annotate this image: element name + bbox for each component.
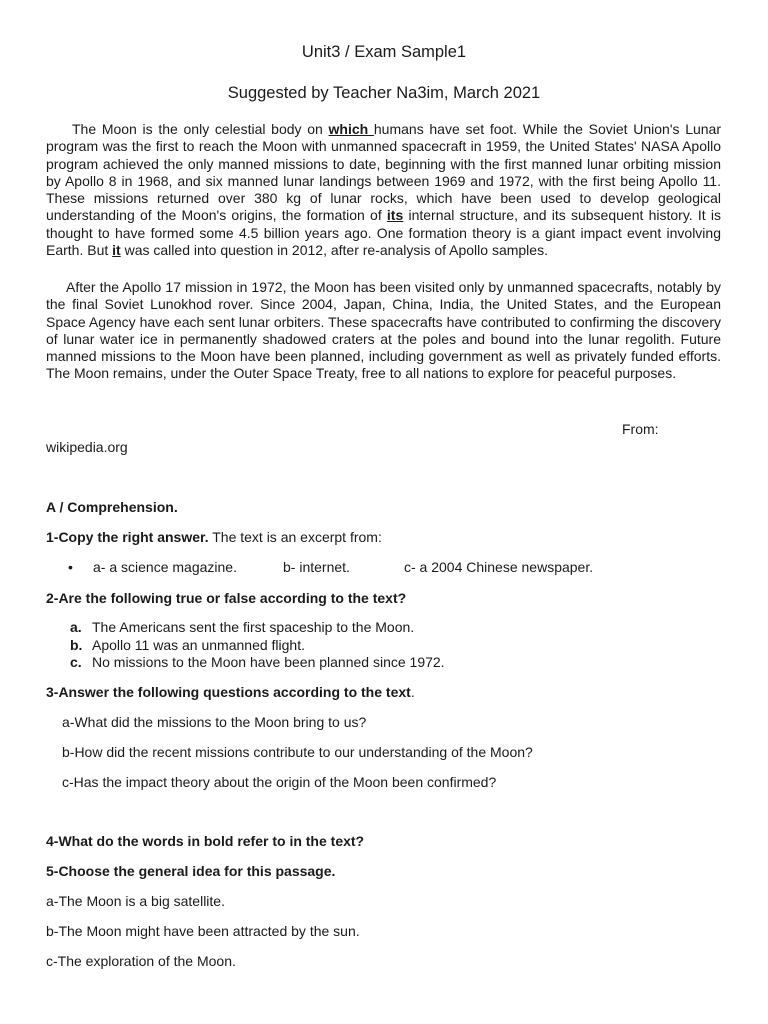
bold-word-it: it: [112, 242, 121, 259]
page-title: Unit3 / Exam Sample1: [301, 43, 467, 61]
tf-item: [70, 619, 414, 636]
source-name: wikipedia.org: [46, 439, 128, 455]
tf-item: [70, 654, 445, 671]
open-question-a: a-What did the missions to the Moon bring to us?: [62, 714, 367, 730]
idea-option-c: c-The exploration of the Moon.: [46, 953, 236, 969]
idea-option-b: b-The Moon might have been attracted by the sun.: [46, 923, 360, 939]
tf-text: Apollo 11 was an unmanned flight.: [92, 637, 305, 653]
text-span: was called into question in 2012, after re-analysis of Apollo samples.: [120, 242, 548, 259]
text-span: internal structure, and its subsequent history. It is thought to have formed some 4.5 billion years ago. One formation theory is a giant impact event involving Earth. But: [46, 207, 721, 259]
question-1: [46, 529, 382, 546]
question-1-label: 1-Copy the right answer.: [46, 529, 209, 545]
bold-word-which: which: [328, 121, 374, 137]
passage-paragraph-1: [46, 121, 721, 259]
tf-letter: a.: [70, 619, 82, 635]
page-subtitle: Suggested by Teacher Na3im, March 2021: [227, 84, 541, 102]
option-a: a- a science magazine.: [93, 559, 237, 575]
question-5-label: 5-Choose the general idea for this passage.: [46, 863, 336, 879]
tf-text: The Americans sent the first spaceship to the Moon.: [92, 619, 415, 635]
question-1-text: The text is an excerpt from:: [208, 529, 382, 545]
open-question-c: c-Has the impact theory about the origin of the Moon been confirmed?: [62, 774, 497, 790]
question-2-label: 2-Are the following true or false according to the text?: [46, 590, 407, 606]
text-span: humans have set foot. While the Soviet Union's Lunar program was the first to reach the Moon with unmanned spacecraft in 1959, the United States' NASA Apollo program achieved the only manned missions to date, beginning with the first manned lunar orbiting mission by Apollo 8 in 1968, and six manned lunar landings between 1969 and 1972, with the first being Apollo 11. These missions returned over 380 kg of lunar rocks, which have been used to develop geological understanding of the Moon's origins, the formation of: [46, 121, 722, 224]
section-heading: A / Comprehension.: [46, 499, 178, 515]
option-b: b- internet.: [283, 559, 350, 575]
question-3: [46, 684, 415, 701]
tf-letter: c.: [70, 654, 82, 670]
idea-option-a: a-The Moon is a big satellite.: [46, 893, 225, 909]
passage-paragraph-2: After the Apollo 17 mission in 1972, the Moon has been visited only by unmanned spacecrafts, notably by the final Soviet Lunokhod rover. Since 2004, Japan, China, India, the United States, and the European Space Agency have each sent lunar orbiters. These spacecrafts have contributed to confirming the discovery of lunar water ice in permanently shadowed craters at the poles and bound into the lunar regolith. Future manned missions to the Moon have been planned, including government as well as privately funded efforts. The Moon remains, under the Outer Space Treaty, free to all nations to explore for peaceful purposes.: [46, 279, 721, 382]
question-4-label: 4-What do the words in bold refer to in the text?: [46, 833, 365, 849]
tf-letter: b.: [70, 637, 83, 653]
question-3-label: 3-Answer the following questions according to the text: [46, 684, 411, 700]
open-question-b: b-How did the recent missions contribute to our understanding of the Moon?: [62, 744, 533, 760]
text-span: The Moon is the only celestial body on: [72, 121, 329, 137]
bold-word-its: its: [386, 207, 404, 224]
tf-text: No missions to the Moon have been planned since 1972.: [92, 654, 445, 670]
source-label: From:: [622, 421, 659, 437]
question-3-end: .: [410, 684, 415, 700]
bullet-icon: •: [68, 559, 73, 575]
tf-item: [70, 637, 305, 654]
option-c: c- a 2004 Chinese newspaper.: [404, 559, 594, 575]
